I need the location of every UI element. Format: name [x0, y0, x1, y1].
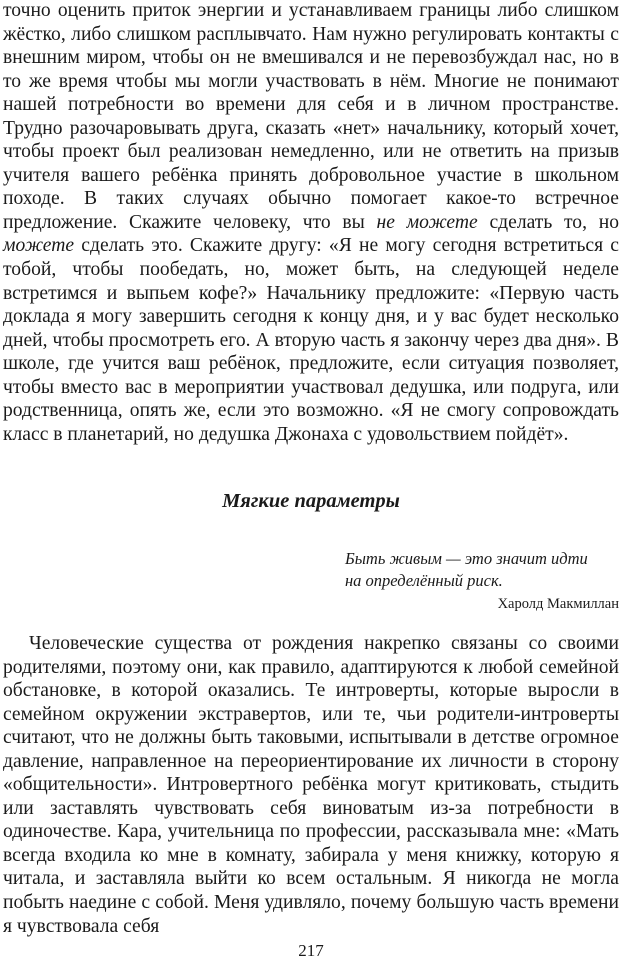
epigraph-author: Харолд Макмиллан [497, 596, 619, 612]
body-paragraph-top [3, 0, 619, 446]
emphasis-text: не можете [376, 211, 478, 233]
section-heading: Мягкие параметры [222, 490, 400, 512]
paragraph-text: точно оценить приток энергии и устанавливаем границы либо слишком жёстко, либо слишком расплывчато. Нам нужно регулировать контакты с внешним миром, чтобы он не вмешивался и не перевозбуждал нас, но в то же время чтобы мы могли участвовать в нём. Многие не понимают нашей потребности во времени для себя и в личном пространстве. Трудно разочаровывать друга, сказать «нет» начальнику, который хочет, чтобы проект был реализован немедленно, или не ответить на призыв учителя вашего ребёнка принять добровольное участие в школьном походе. В таких случаях обычно помогает какое-то встречное предложение. Скажите человеку, что вы [3, 0, 619, 233]
body-paragraph-bottom: Человеческие существа от рождения накрепко связаны со своими родителями, поэтому они, как правило, адаптируются к любой семейной обстановке, в которой оказались. Те интроверты, которые выросли в семейном окружении экстравертов, или те, чьи родители-интроверты считают, что не должны быть таковыми, испытывали в детстве огромное давление, направленное на переориентирование их личности в сторону «общительности». Интровертного ребёнка могут критиковать, стыдить или заставлять чувствовать себя виноватым из-за потребности в одиночестве. Кара, учительница по профессии, рассказывала мне: «Мать всегда входила ко мне в комнату, забирала у меня книжку, которую я читала, и заставляла выйти ко всем остальным. Я никогда не могла побыть наедине с собой. Меня удивляло, почему большую часть времени я чувствовала себя [3, 633, 619, 937]
emphasis-text: можете [3, 235, 75, 257]
epigraph-line: на определённый риск. [345, 571, 503, 590]
epigraph-line: Быть живым — это значит идти [345, 549, 588, 568]
paragraph-text: сделать это. Скажите другу: «Я не могу сегодня встретиться с тобой, чтобы пообедать, но, может быть, на следующей неделе встретимся и выпьем кофе?» Начальнику предложите: «Первую часть доклада я могу завершить сегодня к концу дня, и у вас будет несколько дней, чтобы просмотреть его. А вторую часть я закончу через два дня». В школе, где учится ваш ребёнок, предложите, если ситуация позволяет, чтобы вместо вас в мероприятии участвовал дедушка, или подруга, или родственница, опять же, если это возможно. «Я не смогу сопровождать класс в планетарий, но дедушка Джонаха с удовольствием пойдёт». [3, 235, 619, 445]
epigraph [345, 548, 620, 592]
paragraph-text: сделать то, но [477, 211, 620, 233]
page-number: 217 [298, 941, 324, 960]
